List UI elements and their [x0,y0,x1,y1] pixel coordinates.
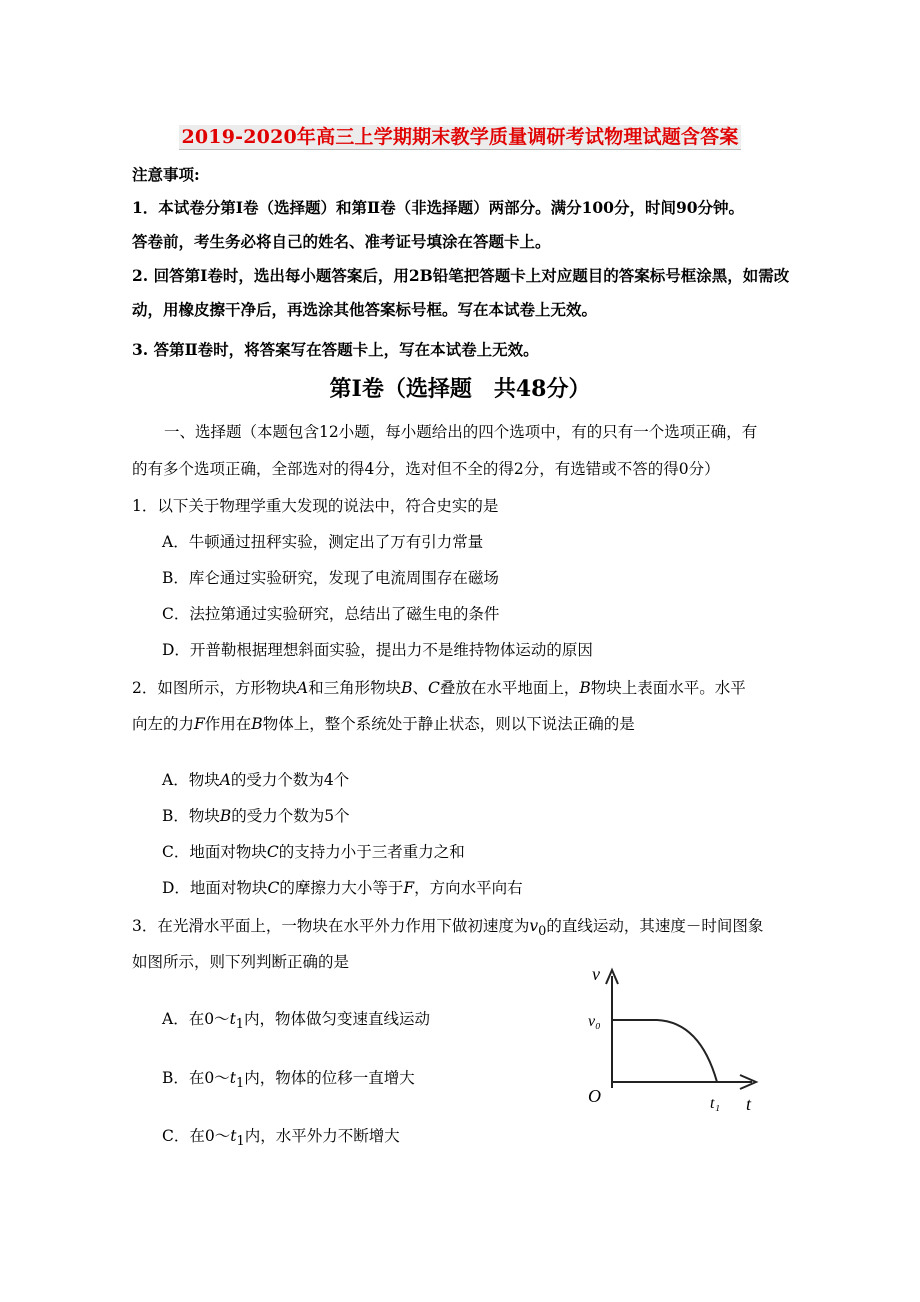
q2-option-b: B．物块B的受力个数为5个 [162,807,350,825]
q3-option-a: A．在$0\sim t_1$内，物体做匀变速直线运动 [162,1010,431,1033]
q1-option-d: D．开普勒根据理想斜面实验，提出力不是维持物体运动的原因 [162,641,593,659]
q3-option-c: C．在$0\sim t_1$内，水平外力不断增大 [162,1127,400,1150]
notice-line-4: 动，用橡皮擦干净后，再选涂其他答案标号框。写在本试卷上无效。 [132,300,598,319]
velocity-time-graph [582,962,782,1122]
instructions-line-2: 的有多个选项正确，全部选对的得4分，选对但不全的得2分，有选错或不答的得0分） [132,460,720,478]
notice-line-1: 1．本试卷分第Ⅰ卷（选择题）和第Ⅱ卷（非选择题）两部分。满分100分，时间90分钟。 [132,198,745,217]
notice-line-5: 3. 答第Ⅱ卷时，将答案写在答题卡上，写在本试卷上无效。 [132,340,539,359]
v0-label: v₀ [588,1013,601,1030]
velocity-curve [612,1020,717,1082]
q2-option-a: A．物块A的受力个数为4个 [162,771,350,789]
t1-label: t₁ [710,1095,721,1112]
q2-option-c: C．地面对物块C的支持力小于三者重力之和 [162,843,465,861]
origin-label: O [588,1086,601,1106]
notice-line-2: 答卷前，考生务必将自己的姓名、准考证号填涂在答题卡上。 [132,232,551,251]
q1-option-a: A．牛顿通过扭秤实验，测定出了万有引力常量 [162,533,484,551]
notice-heading: 注意事项: [132,165,200,184]
exam-title [0,122,920,149]
q2-option-d: D．地面对物块C的摩擦力大小等于F，方向水平向右 [162,879,523,897]
q3-stem-line-2: 如图所示，则下列判断正确的是 [132,953,350,971]
q2-stem-line-1: 2．如图所示，方形物块A和三角形物块B、C叠放在水平地面上，B物块上表面水平。水平 [132,679,746,697]
instructions-line-1: 一、选择题（本题包含12小题，每小题给出的四个选项中，有的只有一个选项正确，有 [164,423,758,441]
exam-title-text: 2019-2020年高三上学期期末教学质量调研考试物理试题含答案 [181,126,739,148]
q3-stem-line-1: 3．在光滑水平面上，一物块在水平外力作用下做初速度为$v_0$的直线运动，其速度－时间图象 [132,917,764,940]
q1-option-b: B．库仑通过实验研究，发现了电流周围存在磁场 [162,569,499,587]
q1-stem: 1．以下关于物理学重大发现的说法中，符合史实的是 [132,497,499,515]
q1-option-c: C．法拉第通过实验研究，总结出了磁生电的条件 [162,605,500,623]
section-title: 第Ⅰ卷（选择题 共48分） [329,376,591,402]
notice-line-3: 2. 回答第Ⅰ卷时，选出每小题答案后，用2B铅笔把答题卡上对应题目的答案标号框涂黑，如需改 [132,266,790,285]
q3-option-b: B．在$0\sim t_1$内，物体的位移一直增大 [162,1069,415,1092]
v-axis-label: v [592,964,600,984]
t-axis-label: t [746,1094,752,1114]
q2-stem-line-2: 向左的力F作用在B物体上，整个系统处于静止状态，则以下说法正确的是 [132,715,635,733]
